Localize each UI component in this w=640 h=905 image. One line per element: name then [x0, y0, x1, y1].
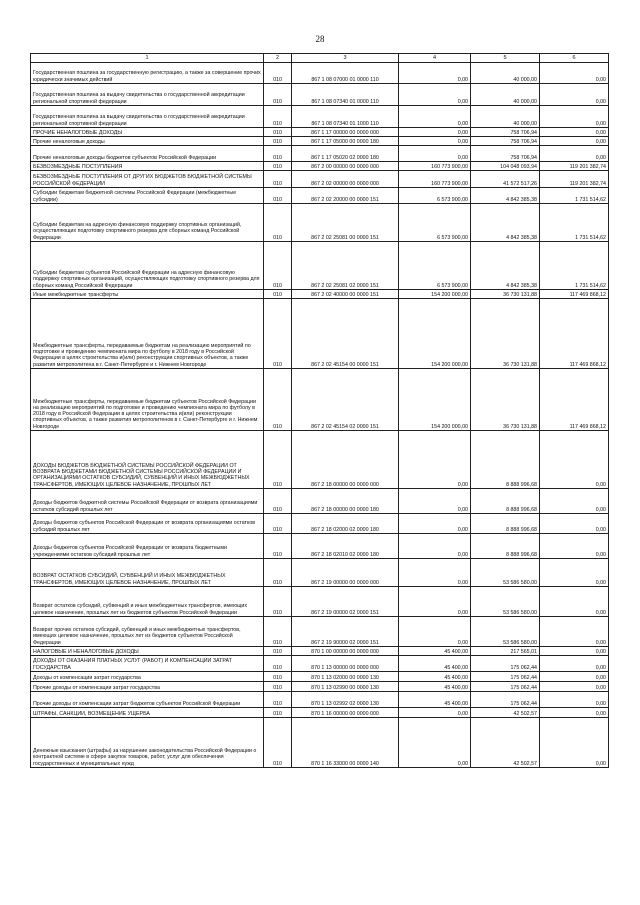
row-name-cell: Субсидии бюджетам на адресную финансовую поддержку спортивных организаций, осуществляющих подготовку спортивного резерва для сборных команд Российской Федерации — [31, 204, 264, 242]
row-executed-amount-cell: 4 842 385,38 — [471, 204, 540, 242]
row-planned-amount-cell: 0,00 — [399, 534, 471, 559]
row-budget-code-cell: 867 1 17 00000 00 0000 000 — [292, 128, 399, 137]
row-planned-amount-cell: 45 400,00 — [399, 692, 471, 708]
row-executed-amount-cell: 4 842 385,38 — [471, 242, 540, 290]
row-budget-code-cell: 867 2 18 00000 00 0000 180 — [292, 489, 399, 514]
row-executed-amount-cell: 175 062,44 — [471, 672, 540, 682]
row-budget-code-cell: 867 2 18 02000 02 0000 180 — [292, 514, 399, 534]
row-executed-amount-cell: 36 730 131,88 — [471, 369, 540, 431]
row-line-code-cell: 010 — [264, 171, 292, 188]
row-executed-amount-cell: 40 000,00 — [471, 84, 540, 106]
row-budget-code-cell: 867 2 02 45154 00 0000 151 — [292, 299, 399, 369]
table-row — [31, 617, 609, 647]
row-name-cell: Прочие доходы от компенсации затрат государства — [31, 682, 264, 692]
table-row — [31, 559, 609, 587]
row-line-code-cell: 010 — [264, 489, 292, 514]
row-unexecuted-amount-cell: 0,00 — [540, 559, 609, 587]
table-row — [31, 692, 609, 708]
row-planned-amount-cell: 0,00 — [399, 84, 471, 106]
row-executed-amount-cell: 40 000,00 — [471, 106, 540, 128]
row-budget-code-cell: 867 1 08 07000 01 0000 110 — [292, 63, 399, 84]
row-name-cell: Доходы бюджетов бюджетной системы Российской Федерации от возврата организациями остатков субсидий прошлых лет — [31, 489, 264, 514]
table-row — [31, 299, 609, 369]
row-budget-code-cell: 870 1 13 02000 00 0000 130 — [292, 672, 399, 682]
row-name-cell: Субсидии бюджетам субъектов Российской Федерации на адресную финансовую поддержку спортивных организаций, осуществляющих подготовку спортивного резерва для сборных команд Российской Федерации — [31, 242, 264, 290]
row-planned-amount-cell: 154 200 000,00 — [399, 369, 471, 431]
row-unexecuted-amount-cell: 1 731 514,62 — [540, 204, 609, 242]
table-row — [31, 489, 609, 514]
row-line-code-cell: 010 — [264, 431, 292, 489]
column-header: 5 — [471, 54, 540, 63]
row-executed-amount-cell: 4 842 385,38 — [471, 188, 540, 204]
table-row — [31, 137, 609, 146]
row-unexecuted-amount-cell: 1 731 514,62 — [540, 188, 609, 204]
row-line-code-cell: 010 — [264, 106, 292, 128]
row-line-code-cell: 010 — [264, 84, 292, 106]
row-planned-amount-cell: 0,00 — [399, 708, 471, 718]
row-planned-amount-cell: 0,00 — [399, 431, 471, 489]
row-line-code-cell: 010 — [264, 162, 292, 171]
row-unexecuted-amount-cell: 119 201 382,74 — [540, 162, 609, 171]
row-name-cell: Прочие неналоговые доходы бюджетов субъектов Российской Федерации — [31, 146, 264, 162]
table-row — [31, 162, 609, 171]
row-name-cell: Межбюджетные трансферты, передаваемые бюджетам субъектов Российской Федерации на реализацию мероприятий по подготовке и проведению чемпионата мира по футболу в 2018 году в Российской Федерации в целях строительства и(или) реконструкции спортивных объектов, а также развития метрополитенов в г. Санкт-Петербурге и г. Нижнем Новгороде — [31, 369, 264, 431]
row-unexecuted-amount-cell: 117 469 868,12 — [540, 369, 609, 431]
row-unexecuted-amount-cell: 0,00 — [540, 647, 609, 656]
row-name-cell: ПРОЧИЕ НЕНАЛОГОВЫЕ ДОХОДЫ — [31, 128, 264, 137]
row-line-code-cell: 010 — [264, 559, 292, 587]
row-line-code-cell: 010 — [264, 656, 292, 672]
row-budget-code-cell: 867 2 18 00000 00 0000 000 — [292, 431, 399, 489]
row-unexecuted-amount-cell: 0,00 — [540, 84, 609, 106]
row-executed-amount-cell: 42 502,57 — [471, 718, 540, 768]
table-row — [31, 647, 609, 656]
row-line-code-cell: 010 — [264, 692, 292, 708]
row-budget-code-cell: 870 1 13 02992 02 0000 130 — [292, 692, 399, 708]
row-unexecuted-amount-cell: 0,00 — [540, 617, 609, 647]
row-name-cell: ВОЗВРАТ ОСТАТКОВ СУБСИДИЙ, СУБВЕНЦИЙ И ИНЫХ МЕЖБЮДЖЕТНЫХ ТРАНСФЕРТОВ, ИМЕЮЩИХ ЦЕЛЕВОЕ НАЗНАЧЕНИЕ, ПРОШЛЫХ ЛЕТ — [31, 559, 264, 587]
row-executed-amount-cell: 175 062,44 — [471, 692, 540, 708]
row-budget-code-cell: 867 2 02 40000 00 0000 151 — [292, 290, 399, 299]
row-name-cell: Возврат прочих остатков субсидий, субвенций и иных межбюджетных трансфертов, имеющих целевое назначение, прошлых лет из бюджетов субъектов Российской Федерации — [31, 617, 264, 647]
row-budget-code-cell: 867 2 02 00000 00 0000 000 — [292, 171, 399, 188]
table-row — [31, 514, 609, 534]
row-budget-code-cell: 870 1 16 33000 00 0000 140 — [292, 718, 399, 768]
row-unexecuted-amount-cell: 1 731 514,62 — [540, 242, 609, 290]
row-line-code-cell: 010 — [264, 63, 292, 84]
table-body — [31, 54, 609, 768]
row-planned-amount-cell: 45 400,00 — [399, 656, 471, 672]
row-unexecuted-amount-cell: 0,00 — [540, 137, 609, 146]
row-line-code-cell: 010 — [264, 534, 292, 559]
row-line-code-cell: 010 — [264, 146, 292, 162]
page-number: 28 — [315, 34, 325, 44]
row-line-code-cell: 010 — [264, 617, 292, 647]
row-unexecuted-amount-cell: 0,00 — [540, 708, 609, 718]
row-name-cell: ДОХОДЫ ОТ ОКАЗАНИЯ ПЛАТНЫХ УСЛУГ (РАБОТ) И КОМПЕНСАЦИИ ЗАТРАТ ГОСУДАРСТВА — [31, 656, 264, 672]
row-executed-amount-cell: 8 888 996,68 — [471, 431, 540, 489]
table-row — [31, 672, 609, 682]
row-line-code-cell: 010 — [264, 128, 292, 137]
table-row — [31, 204, 609, 242]
row-executed-amount-cell: 758 706,94 — [471, 146, 540, 162]
row-unexecuted-amount-cell: 117 469 868,12 — [540, 290, 609, 299]
row-name-cell: Доходы от компенсации затрат государства — [31, 672, 264, 682]
table-row — [31, 290, 609, 299]
row-planned-amount-cell: 0,00 — [399, 63, 471, 84]
row-name-cell: Субсидии бюджетам бюджетной системы Российской Федерации (межбюджетные субсидии) — [31, 188, 264, 204]
row-unexecuted-amount-cell: 0,00 — [540, 682, 609, 692]
row-executed-amount-cell: 42 502,57 — [471, 708, 540, 718]
row-name-cell: Денежные взыскания (штрафы) за нарушение законодательства Российской Федерации о контрактной системе в сфере закупок товаров, работ, услуг для обеспечения государственных и муниципальных нужд — [31, 718, 264, 768]
row-line-code-cell: 010 — [264, 188, 292, 204]
row-planned-amount-cell: 0,00 — [399, 137, 471, 146]
row-budget-code-cell: 870 1 00 00000 00 0000 000 — [292, 647, 399, 656]
row-planned-amount-cell: 6 573 900,00 — [399, 188, 471, 204]
row-line-code-cell: 010 — [264, 672, 292, 682]
row-unexecuted-amount-cell: 119 201 382,74 — [540, 171, 609, 188]
row-line-code-cell: 010 — [264, 299, 292, 369]
row-unexecuted-amount-cell: 0,00 — [540, 514, 609, 534]
row-unexecuted-amount-cell: 0,00 — [540, 534, 609, 559]
row-name-cell: БЕЗВОЗМЕЗДНЫЕ ПОСТУПЛЕНИЯ ОТ ДРУГИХ БЮДЖЕТОВ БЮДЖЕТНОЙ СИСТЕМЫ РОССИЙСКОЙ ФЕДЕРАЦИИ — [31, 171, 264, 188]
row-planned-amount-cell: 0,00 — [399, 617, 471, 647]
table-row — [31, 682, 609, 692]
table-row — [31, 431, 609, 489]
row-unexecuted-amount-cell: 0,00 — [540, 718, 609, 768]
row-budget-code-cell: 867 2 00 00000 00 0000 000 — [292, 162, 399, 171]
row-unexecuted-amount-cell: 0,00 — [540, 489, 609, 514]
row-executed-amount-cell: 758 706,94 — [471, 137, 540, 146]
table-row — [31, 188, 609, 204]
table-row — [31, 587, 609, 617]
row-budget-code-cell: 867 1 08 07340 01 0000 110 — [292, 84, 399, 106]
row-line-code-cell: 010 — [264, 242, 292, 290]
row-planned-amount-cell: 0,00 — [399, 718, 471, 768]
row-planned-amount-cell: 0,00 — [399, 146, 471, 162]
row-name-cell: ШТРАФЫ, САНКЦИИ, ВОЗМЕЩЕНИЕ УЩЕРБА — [31, 708, 264, 718]
row-budget-code-cell: 867 1 17 05020 02 0000 180 — [292, 146, 399, 162]
row-planned-amount-cell: 0,00 — [399, 489, 471, 514]
table-row — [31, 242, 609, 290]
row-name-cell: Прочие неналоговые доходы — [31, 137, 264, 146]
row-line-code-cell: 010 — [264, 587, 292, 617]
row-executed-amount-cell: 53 586 580,00 — [471, 617, 540, 647]
row-executed-amount-cell: 53 586 580,00 — [471, 559, 540, 587]
row-budget-code-cell: 867 2 19 00000 02 0000 151 — [292, 587, 399, 617]
row-unexecuted-amount-cell: 0,00 — [540, 692, 609, 708]
row-name-cell: Доходы бюджетов субъектов Российской Федерации от возврата организациями остатков субсидий прошлых лет — [31, 514, 264, 534]
row-planned-amount-cell: 0,00 — [399, 106, 471, 128]
row-executed-amount-cell: 8 888 996,68 — [471, 534, 540, 559]
row-unexecuted-amount-cell: 0,00 — [540, 146, 609, 162]
row-executed-amount-cell: 40 000,00 — [471, 63, 540, 84]
row-budget-code-cell: 867 2 02 45154 02 0000 151 — [292, 369, 399, 431]
row-unexecuted-amount-cell: 0,00 — [540, 587, 609, 617]
row-budget-code-cell: 867 2 02 25081 00 0000 151 — [292, 204, 399, 242]
row-executed-amount-cell: 104 048 093,94 — [471, 162, 540, 171]
table-row — [31, 106, 609, 128]
row-unexecuted-amount-cell: 0,00 — [540, 63, 609, 84]
row-planned-amount-cell: 0,00 — [399, 559, 471, 587]
row-planned-amount-cell: 0,00 — [399, 128, 471, 137]
row-line-code-cell: 010 — [264, 514, 292, 534]
row-budget-code-cell: 870 1 13 00000 00 0000 000 — [292, 656, 399, 672]
column-header: 6 — [540, 54, 609, 63]
row-executed-amount-cell: 217 565,01 — [471, 647, 540, 656]
row-name-cell: Межбюджетные трансферты, передаваемые бюджетам на реализацию мероприятий по подготовке и проведению чемпионата мира по футболу в 2018 году в Российской Федерации в целях строительства и(или) реконструкции спортивных объектов, а также развития метрополитена в г. Санкт-Петербурге и г. Нижнем Новгороде — [31, 299, 264, 369]
table-row — [31, 718, 609, 768]
table-row — [31, 534, 609, 559]
row-name-cell: НАЛОГОВЫЕ И НЕНАЛОГОВЫЕ ДОХОДЫ — [31, 647, 264, 656]
row-planned-amount-cell: 45 400,00 — [399, 682, 471, 692]
column-header: 3 — [292, 54, 399, 63]
row-name-cell: ДОХОДЫ БЮДЖЕТОВ БЮДЖЕТНОЙ СИСТЕМЫ РОССИЙСКОЙ ФЕДЕРАЦИИ ОТ ВОЗВРАТА БЮДЖЕТАМИ БЮДЖЕТНОЙ СИСТЕМЫ РОССИЙСКОЙ ФЕДЕРАЦИИ И ОРГАНИЗАЦИЯМИ ОСТАТКОВ СУБСИДИЙ, СУБВЕНЦИЙ И ИНЫХ МЕЖБЮДЖЕТНЫХ ТРАНСФЕРТОВ, ИМЕЮЩИХ ЦЕЛЕВОЕ НАЗНАЧЕНИЕ, ПРОШЛЫХ ЛЕТ — [31, 431, 264, 489]
row-line-code-cell: 010 — [264, 204, 292, 242]
table-row — [31, 369, 609, 431]
row-planned-amount-cell: 45 400,00 — [399, 672, 471, 682]
row-executed-amount-cell: 758 706,94 — [471, 128, 540, 137]
table-row — [31, 146, 609, 162]
row-name-cell: Возврат остатков субсидий, субвенций и иных межбюджетных трансфертов, имеющих целевое назначение, прошлых лет из бюджетов субъектов Российской Федерации — [31, 587, 264, 617]
row-name-cell: Иные межбюджетные трансферты — [31, 290, 264, 299]
row-name-cell: Прочие доходы от компенсации затрат бюджетов субъектов Российской Федерации — [31, 692, 264, 708]
row-line-code-cell: 010 — [264, 369, 292, 431]
row-line-code-cell: 010 — [264, 682, 292, 692]
row-planned-amount-cell: 45 400,00 — [399, 647, 471, 656]
row-planned-amount-cell: 6 573 900,00 — [399, 204, 471, 242]
row-unexecuted-amount-cell: 0,00 — [540, 672, 609, 682]
row-planned-amount-cell: 0,00 — [399, 514, 471, 534]
row-budget-code-cell: 867 2 18 02010 02 0000 180 — [292, 534, 399, 559]
row-executed-amount-cell: 53 586 580,00 — [471, 587, 540, 617]
row-planned-amount-cell: 154 200 000,00 — [399, 290, 471, 299]
row-unexecuted-amount-cell: 0,00 — [540, 656, 609, 672]
table-row — [31, 656, 609, 672]
row-unexecuted-amount-cell: 0,00 — [540, 128, 609, 137]
row-executed-amount-cell: 36 730 131,88 — [471, 290, 540, 299]
row-planned-amount-cell: 6 573 900,00 — [399, 242, 471, 290]
row-executed-amount-cell: 8 888 996,68 — [471, 489, 540, 514]
row-executed-amount-cell: 8 888 996,68 — [471, 514, 540, 534]
row-budget-code-cell: 870 1 13 02990 00 0000 130 — [292, 682, 399, 692]
row-unexecuted-amount-cell: 0,00 — [540, 431, 609, 489]
row-name-cell: Государственная пошлина за выдачу свидетельства о государственной аккредитации региональной спортивной федерации — [31, 84, 264, 106]
row-line-code-cell: 010 — [264, 137, 292, 146]
column-number-row — [31, 54, 609, 63]
row-name-cell: Государственная пошлина за государственную регистрацию, а также за совершение прочих юридически значимых действий — [31, 63, 264, 84]
column-header: 2 — [264, 54, 292, 63]
row-budget-code-cell: 870 1 16 00000 00 0000 000 — [292, 708, 399, 718]
row-line-code-cell: 010 — [264, 647, 292, 656]
row-executed-amount-cell: 175 062,44 — [471, 656, 540, 672]
row-budget-code-cell: 867 2 02 25081 02 0000 151 — [292, 242, 399, 290]
row-budget-code-cell: 867 1 08 07340 01 1000 110 — [292, 106, 399, 128]
row-budget-code-cell: 867 2 19 00000 00 0000 000 — [292, 559, 399, 587]
row-budget-code-cell: 867 2 02 20000 00 0000 151 — [292, 188, 399, 204]
row-budget-code-cell: 867 2 19 90000 02 0000 151 — [292, 617, 399, 647]
table-row — [31, 171, 609, 188]
row-planned-amount-cell: 160 773 900,00 — [399, 171, 471, 188]
column-header: 4 — [399, 54, 471, 63]
row-planned-amount-cell: 160 773 900,00 — [399, 162, 471, 171]
row-unexecuted-amount-cell: 0,00 — [540, 106, 609, 128]
row-executed-amount-cell: 41 572 517,26 — [471, 171, 540, 188]
column-header: 1 — [31, 54, 264, 63]
row-executed-amount-cell: 175 062,44 — [471, 682, 540, 692]
table-row — [31, 63, 609, 84]
row-executed-amount-cell: 36 730 131,88 — [471, 299, 540, 369]
table-row — [31, 708, 609, 718]
row-line-code-cell: 010 — [264, 290, 292, 299]
row-budget-code-cell: 867 1 17 05000 00 0000 180 — [292, 137, 399, 146]
table-row — [31, 84, 609, 106]
row-name-cell: БЕЗВОЗМЕЗДНЫЕ ПОСТУПЛЕНИЯ — [31, 162, 264, 171]
row-unexecuted-amount-cell: 117 469 868,12 — [540, 299, 609, 369]
row-line-code-cell: 010 — [264, 718, 292, 768]
row-planned-amount-cell: 0,00 — [399, 587, 471, 617]
budget-revenue-table — [30, 53, 609, 768]
row-name-cell: Государственная пошлина за выдачу свидетельства о государственной аккредитации региональной спортивной федерации — [31, 106, 264, 128]
row-line-code-cell: 010 — [264, 708, 292, 718]
table-row — [31, 128, 609, 137]
row-name-cell: Доходы бюджетов субъектов Российской Федерации от возврата бюджетными учреждениями остатков субсидий прошлых лет — [31, 534, 264, 559]
row-planned-amount-cell: 154 200 000,00 — [399, 299, 471, 369]
